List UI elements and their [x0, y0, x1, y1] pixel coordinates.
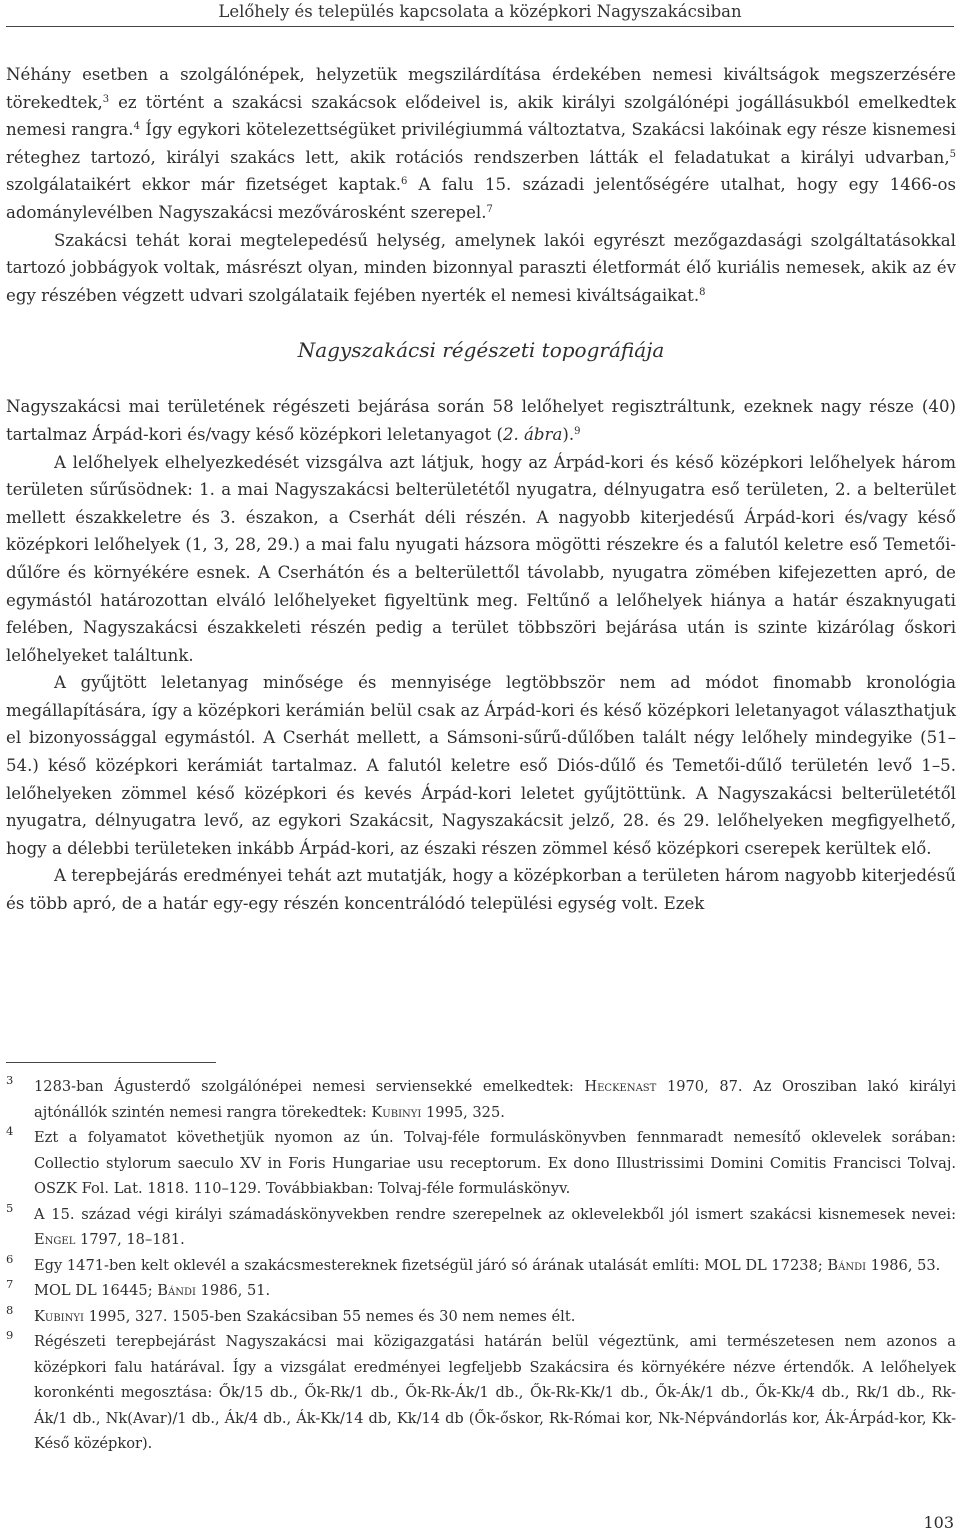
footnote-ref-8[interactable]: 8 — [699, 286, 706, 298]
paragraph-1: Néhány esetben a szolgálónépek, helyzetük megszilárdítása érdekében nemesi kiváltságok megszerzésére törekedtek,$^3$ ez történt a szakácsi szakácsok elődeivel is, akik királyi szolgálónépi jogállásukból emelkedtek nemesi rangra.$^4$ Így egykori kötelezettségüket privilégiummá változtatva, Szakácsi lakóinak egy része kisnemesi réteghez tartozó, királyi szakács lett, akik rotációs rendszerben látták el feladatukat a királyi udvarban,$^5$ szolgálataikért ekkor már fizetséget kaptak.$^6$ A falu 15. századi jelentőségére utalhat, hogy egy 1466-os adománylevélben Nagyszakácsi mezővárosként szerepel.$^7$ — [6, 65, 956, 222]
footnote-separator — [6, 1062, 216, 1063]
paragraph-4: A lelőhelyek elhelyezkedését vizsgálva azt látjuk, hogy az Árpád-kori és késő középkori lelőhelyek három területen sűrűsödnek: 1. a mai Nagyszakácsi belterületétől nyugatra, délnyugatra eső területen, 2. a belterület mellett északkeletre és 3. északon, a Cserhát déli részén. A nagyobb kiterjedésű Árpád-kori és/vagy késő középkori lelőhelyek (1, 3, 28, 29.) a mai falu nyugati házsora mögötti részekre és a falutól keletre eső Temetői-dűlőre és környékére esnek. A Cserhátón és a belterülettől távolabb, nyugatra zömében kifejezetten apró, de egymástól határozottan elváló lelőhelyeket figyeltünk meg. Feltűnő a lelőhelyek hiánya a határ északnyugati felében, Nagyszakácsi északkeleti részén pedig a terület többszöri bejárása után is szinte kizárólag őskori lelőhelyeket találtunk. — [6, 452, 956, 665]
footnote-9: 9 Régészeti terepbejárást Nagyszakácsi mai közigazgatási határán belül végeztünk, ami természetesen nem azonos a középkori falu határával. Így a vizsgálat eredményei legfeljebb Szakácsira és környékére nézve értendők. A lelőhelyek koronkénti megosztása: Ők/15 db., Ők-Rk/1 db., Ők-Rk-Ák/1 db., Ők-Rk-Kk/1 db., Ők-Ák/1 db., Ők-Kk/4 db., Rk/1 db., Rk-Ák/1 db., Nk(Avar)/1 db., Ák/4 db., Ák-Kk/14 db, Kk/14 db (Ők-őskor, Rk-Római kor, Nk-Népvándorlás kor, Ák-Árpád-kor, Kk-Késő középkor). — [6, 1329, 956, 1457]
footnote-number: 8 — [6, 1302, 14, 1317]
footnote-ref-7[interactable]: 7 — [486, 203, 493, 215]
footnote-number: 5 — [6, 1200, 14, 1215]
paragraph-5: A gyűjtött leletanyag minősége és mennyisége legtöbbször nem ad módot finomabb kronológia megállapítására, így a középkori kerámián belül csak az Árpád-kori és késő középkori leletanyagot választhatjuk el bizonyossággal egymástól. A Cserhát mellett, a Sámsoni-sűrű-dűlőben talált négy lelőhely mindegyike (51–54.) késő középkori kerámiát tartalmaz. A falutól keletre eső Diós-dűlő és Temetői-dűlő területén levő 1–5. lelőhelyeken zömmel késő középkori és kevés Árpád-kori leletet gyűjtöttünk. A Nagyszakácsi belterületétől nyugatra, délnyugatra levő, az egykori Szakácsit, Nagyszakácsit jelző, 28. és 29. lelőhelyeken megfigyelhető, hogy a délebbi területeken inkább Árpád-kori, az északi részen zömmel késő középkori cserepek kerültek elő. — [6, 673, 956, 858]
footnote-ref-6[interactable]: 6 — [400, 176, 408, 188]
footnote-4: 4 Ezt a folyamatot követhetjük nyomon az ún. Tolvaj-féle formuláskönyvben fennmaradt nemesítő oklevelek sorában: Collectio stylorum saeculo XV in Foris Hungariae usu receptorum. Ex dono Illustrissimi Domini Comitis Francisci Tolvaj. OSZK Fol. Lat. 1818. 110–129. Továbbiakban: Tolvaj-féle formuláskönyv. — [6, 1125, 956, 1202]
body-text — [6, 61, 956, 918]
footnote-number: 4 — [6, 1124, 14, 1138]
paragraph-2: Szakácsi tehát korai megtelepedésű helység, amelynek lakói egyrészt mezőgazdasági szolgáltatásokkal tartozó jobbágyok voltak, másrészt olyan, minden bizonnyal paraszti életformát élő kuriális nemesek, akik az év egy részében végzett udvari szolgálataik fejében nyerték el nemesi kiváltságaikat.$^8$ — [6, 230, 956, 305]
footnote-number: 7 — [6, 1277, 14, 1291]
footnote-ref-9[interactable]: 9 — [574, 425, 581, 437]
footnote-ref-5[interactable]: 5 — [949, 148, 956, 160]
figure-reference[interactable]: 2. ábra — [502, 424, 563, 444]
header-rule — [6, 26, 954, 27]
footnote-number: 9 — [6, 1328, 14, 1342]
footnote-6: 6 Egy 1471-ben kelt oklevél a szakácsmestereknek fizetségül járó só árának utalását említi: MOL DL 17238; Bándi 1986, 53. — [6, 1253, 956, 1279]
footnote-number: 3 — [6, 1073, 14, 1087]
footnote-8: 8 Kubinyi 1995, 327. 1505-ben Szakácsiban 55 nemes és 30 nem nemes élt. — [6, 1304, 956, 1330]
paragraph-3: Nagyszakácsi mai területének régészeti bejárása során 58 lelőhelyet regisztráltunk, ezeknek nagy része (40) tartalmaz Árpád-kori és/vagy késő középkori leletanyagot (2. ábra).$^9$ — [6, 397, 956, 444]
footnote-number: 6 — [6, 1251, 14, 1266]
running-header: Lelőhely és település kapcsolata a középkori Nagyszakácsiban — [218, 2, 742, 21]
footnote-7: 7 MOL DL 16445; Bándi 1986, 51. — [6, 1278, 956, 1304]
section-title: Nagyszakácsi régészeti topográfiája — [297, 338, 665, 363]
footnote-5: 5 A 15. század végi királyi számadáskönyvekben rendre szerepelnek az oklevelekből jól ismert szakácsi kisnemesek nevei: Engel 1797, 18–181. — [6, 1202, 956, 1253]
footnotes — [6, 1074, 956, 1457]
footnote-ref-4[interactable]: 4 — [133, 121, 140, 133]
paragraph-6: A terepbejárás eredményei tehát azt mutatják, hogy a középkorban a területen három nagyobb kiterjedésű és több apró, de a határ egy-egy részén koncentrálódó települési egység volt. Ezek — [6, 866, 956, 914]
footnote-3: 3 1283-ban Águsterdő szolgálónépei nemesi serviensekké emelkedtek: Heckenast 1970, 87. Az Orosziban lakó királyi ajtónállók szintén nemesi rangra törekedtek: Kubinyi 1995, 325. — [6, 1074, 956, 1125]
page-number: 103 — [923, 1513, 954, 1532]
footnote-ref-3[interactable]: 3 — [102, 93, 110, 105]
